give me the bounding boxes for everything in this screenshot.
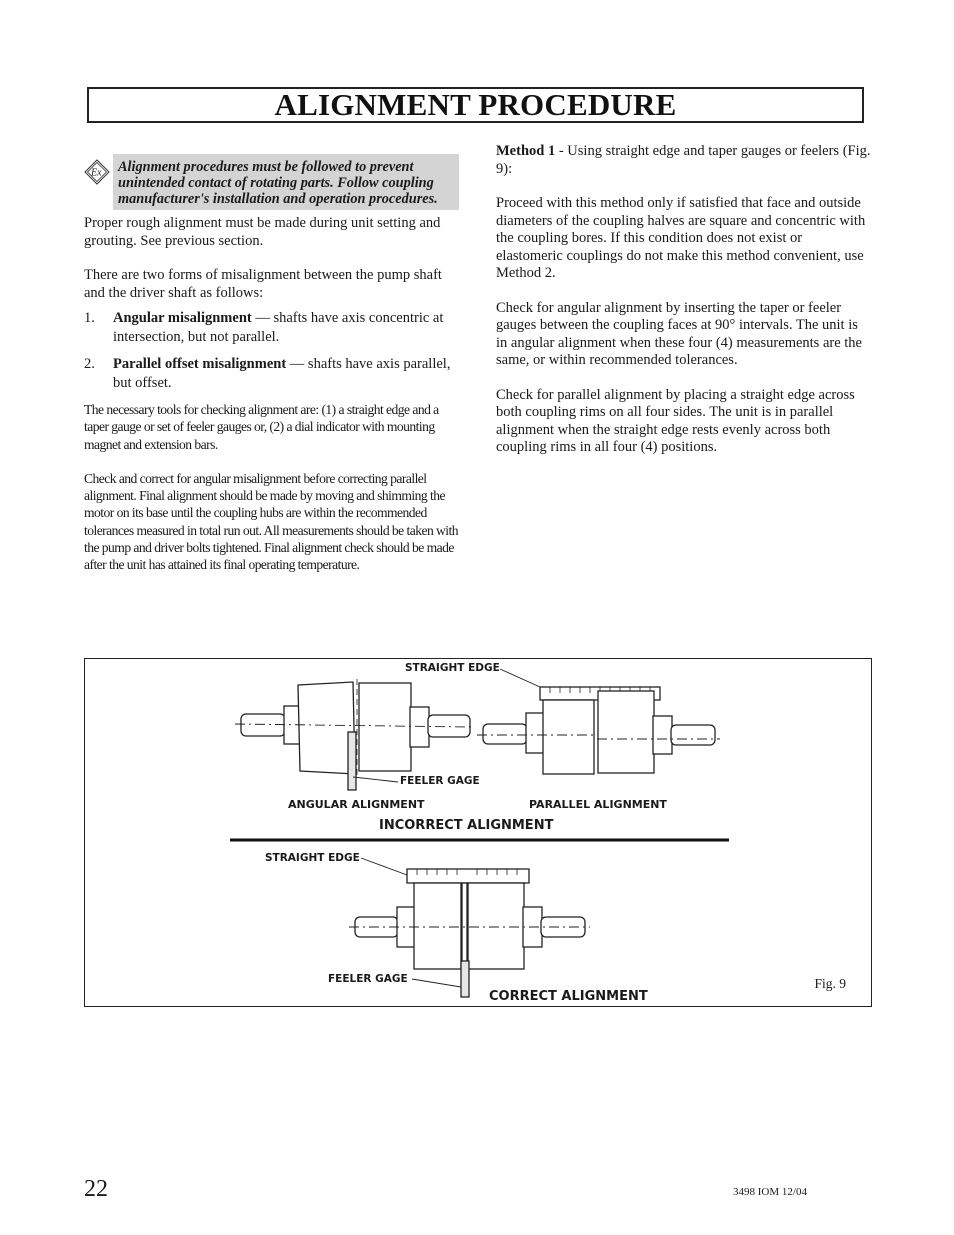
paragraph-tools: The necessary tools for checking alignment are: (1) a straight edge and a taper gauge or set of feeler gauges or, (2) a dial indicator with mounting magnet and extension bars. bbox=[84, 402, 439, 452]
page-title-box bbox=[87, 87, 864, 123]
method-desc: - Using straight edge and taper gauges or feelers (Fig. 9): bbox=[496, 143, 871, 177]
parallel-alignment-diagram bbox=[477, 687, 720, 774]
label-feeler-gage-top: FEELER GAGE bbox=[400, 775, 480, 787]
label-parallel-alignment: PARALLEL ALIGNMENT bbox=[529, 798, 667, 811]
label-angular-alignment: ANGULAR ALIGNMENT bbox=[288, 798, 425, 811]
figure-caption: Fig. 9 bbox=[814, 976, 846, 991]
paragraph-angular-check: Check for angular alignment by inserting the taper or feeler gauges between the coupling faces at 90° intervals. The unit is in angular alignment when these four (4) measurements are the same, or within recommended tolerances. bbox=[496, 299, 862, 368]
list-number: 1. bbox=[84, 310, 95, 326]
paragraph-misalignment-forms: There are two forms of misalignment between the pump shaft and the driver shaft as follows: bbox=[84, 267, 442, 301]
list-item bbox=[84, 309, 462, 347]
svg-text:Ex: Ex bbox=[91, 167, 102, 179]
right-column bbox=[496, 143, 871, 457]
warning-text: Alignment procedures must be followed to prevent unintended contact of rotating parts. Follow coupling manufacturer's installation and operation procedures. bbox=[113, 154, 459, 210]
label-incorrect-alignment: INCORRECT ALIGNMENT bbox=[379, 818, 554, 833]
left-column bbox=[84, 154, 462, 574]
list-desc: — shafts have axis parallel, but offset. bbox=[113, 356, 451, 391]
label-correct-alignment: CORRECT ALIGNMENT bbox=[489, 989, 648, 1004]
list-number: 2. bbox=[84, 356, 95, 372]
misalignment-list bbox=[84, 309, 462, 393]
method-1-heading bbox=[496, 143, 871, 178]
list-term: Parallel offset misalignment bbox=[113, 356, 287, 372]
alignment-figure bbox=[84, 658, 872, 1007]
ex-explosion-proof-icon bbox=[84, 159, 110, 185]
list-item bbox=[84, 355, 462, 393]
paragraph-check-correct: Check and correct for angular misalignment before correcting parallel alignment. Final alignment should be made by moving and shimming the motor on its base until the coupling hubs are within the recommended tolerances measured in total run out. All measurements should be taken with the pump and driver bolts tightened. Final alignment check should be made after the unit has attained its final operating temperature. bbox=[84, 470, 459, 573]
paragraph-proceed: Proceed with this method only if satisfied that face and outside diameters of the coupling halves are square and concentric with the coupling bores. If this condition does not exist or elastomeric couplings do not make this method convenient, use Method 2. bbox=[496, 195, 866, 281]
label-straight-edge-bottom: STRAIGHT EDGE bbox=[265, 852, 360, 864]
paragraph-parallel-check: Check for parallel alignment by placing a straight edge across both coupling rims on all four sides. The unit is in parallel alignment when the straight edge rests evenly across both coupling rims in all four (4) positions. bbox=[496, 386, 855, 455]
document-id: 3498 IOM 12/04 bbox=[733, 1186, 807, 1198]
paragraph-rough-alignment: Proper rough alignment must be made during unit setting and grouting. See previous section. bbox=[84, 215, 441, 249]
method-label: Method 1 bbox=[496, 143, 556, 159]
warning-callout bbox=[84, 154, 462, 210]
list-term: Angular misalignment bbox=[113, 310, 252, 326]
label-feeler-gage-bottom: FEELER GAGE bbox=[328, 973, 408, 985]
label-straight-edge-top: STRAIGHT EDGE bbox=[405, 662, 500, 674]
list-desc: — shafts have axis concentric at intersection, but not parallel. bbox=[113, 310, 444, 345]
page-number: 22 bbox=[84, 1176, 108, 1202]
angular-alignment-diagram bbox=[235, 679, 472, 790]
page-title: ALIGNMENT PROCEDURE bbox=[274, 87, 677, 122]
